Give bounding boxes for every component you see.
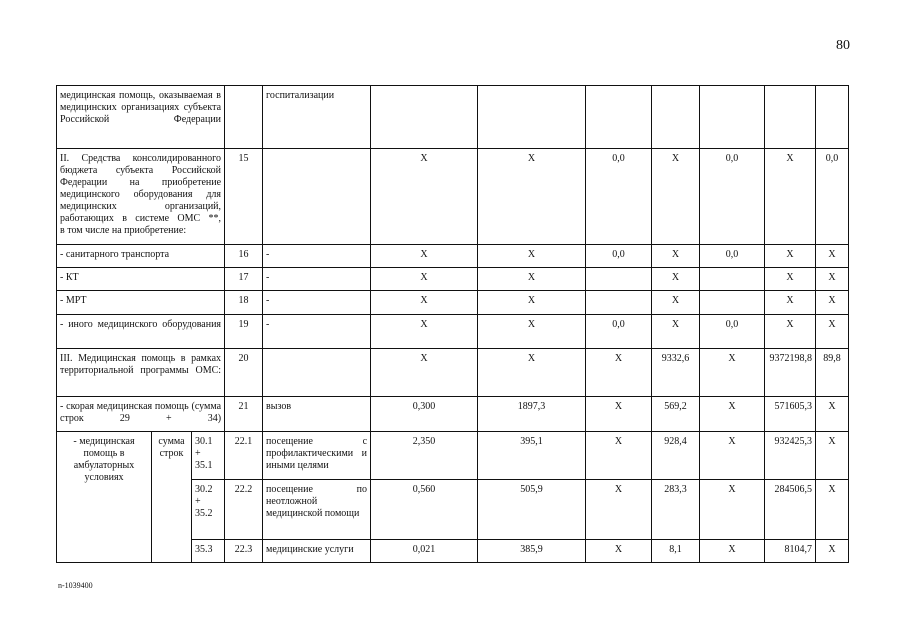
row-number: 21 bbox=[225, 397, 263, 432]
cell-volume: Х bbox=[371, 349, 478, 397]
cell-total-budget: Х bbox=[700, 480, 765, 540]
cell-total-budget bbox=[700, 291, 765, 315]
cell-total-budget: Х bbox=[700, 540, 765, 563]
cell-per-capita-budget: Х bbox=[586, 432, 652, 480]
cell-cost: 505,9 bbox=[478, 480, 586, 540]
row-name: - санитарного транспорта bbox=[57, 245, 225, 268]
row-name: медицинская помощь, оказываемая в медицинских организациях субъекта Российской Федерации bbox=[57, 86, 225, 149]
source-lines: 30.1 + 35.1 bbox=[192, 432, 225, 480]
cell-total-oms: Х bbox=[765, 149, 816, 245]
row-unit: - bbox=[263, 291, 371, 315]
cell-per-capita-budget: Х bbox=[586, 397, 652, 432]
table-row bbox=[57, 245, 849, 268]
row-number: 16 bbox=[225, 245, 263, 268]
table-row bbox=[57, 315, 849, 349]
cell-volume: 0,560 bbox=[371, 480, 478, 540]
cell-per-capita-oms: 928,4 bbox=[652, 432, 700, 480]
cell-cost: Х bbox=[478, 149, 586, 245]
cell-per-capita-oms: 8,1 bbox=[652, 540, 700, 563]
row-unit: вызов bbox=[263, 397, 371, 432]
cell-per-capita-oms: 9332,6 bbox=[652, 349, 700, 397]
cell-per-capita-budget: 0,0 bbox=[586, 149, 652, 245]
document-code: n-1039400 bbox=[58, 581, 93, 590]
row-unit: медицинские услуги bbox=[263, 540, 371, 563]
cell-cost: Х bbox=[478, 245, 586, 268]
cell-per-capita-oms: Х bbox=[652, 245, 700, 268]
cell-per-capita-oms: Х bbox=[652, 149, 700, 245]
cell-percent: Х bbox=[816, 291, 849, 315]
source-lines: 30.2 + 35.2 bbox=[192, 480, 225, 540]
cell-percent: Х bbox=[816, 540, 849, 563]
cell-percent: Х bbox=[816, 315, 849, 349]
cell-volume: 0,300 bbox=[371, 397, 478, 432]
row-unit bbox=[263, 349, 371, 397]
row-number: 17 bbox=[225, 268, 263, 291]
cell-total-oms: 932425,3 bbox=[765, 432, 816, 480]
cell-percent: 89,8 bbox=[816, 349, 849, 397]
cell-volume: Х bbox=[371, 245, 478, 268]
cell-per-capita-budget bbox=[586, 268, 652, 291]
cell-volume: 2,350 bbox=[371, 432, 478, 480]
cell-total-budget: 0,0 bbox=[700, 245, 765, 268]
outpatient-group-label: - медицинская помощь в амбулаторных условиях bbox=[57, 432, 152, 563]
row-name: III. Медицинская помощь в рамках территориальной программы ОМС: bbox=[57, 349, 225, 397]
cell-total-oms: 9372198,8 bbox=[765, 349, 816, 397]
cell-volume: Х bbox=[371, 149, 478, 245]
cell-cost: 385,9 bbox=[478, 540, 586, 563]
cell-per-capita-oms: 569,2 bbox=[652, 397, 700, 432]
sum-of-rows-label: сумма строк bbox=[152, 432, 192, 563]
row-number: 22.3 bbox=[225, 540, 263, 563]
table-row bbox=[57, 268, 849, 291]
cell-percent: Х bbox=[816, 397, 849, 432]
row-number bbox=[225, 86, 263, 149]
row-name: - скорая медицинская помощь (сумма строк 29 + 34) bbox=[57, 397, 225, 432]
cell-total-oms: Х bbox=[765, 268, 816, 291]
table-row bbox=[57, 397, 849, 432]
cell-total-oms: Х bbox=[765, 245, 816, 268]
cell-total-oms: 8104,7 bbox=[765, 540, 816, 563]
cell-percent: Х bbox=[816, 432, 849, 480]
row-unit: - bbox=[263, 245, 371, 268]
cell-per-capita-budget: 0,0 bbox=[586, 245, 652, 268]
cell-total-budget: Х bbox=[700, 349, 765, 397]
funding-table bbox=[56, 85, 849, 563]
cell-volume: Х bbox=[371, 291, 478, 315]
cell-per-capita-budget: 0,0 bbox=[586, 315, 652, 349]
row-number: 22.2 bbox=[225, 480, 263, 540]
cell-total-oms: Х bbox=[765, 291, 816, 315]
cell-per-capita-budget: Х bbox=[586, 349, 652, 397]
cell-cost: Х bbox=[478, 315, 586, 349]
cell-per-capita-oms: Х bbox=[652, 315, 700, 349]
cell-total-oms: 571605,3 bbox=[765, 397, 816, 432]
row-unit: посещение с профилактическими и иными целями bbox=[263, 432, 371, 480]
cell-percent: Х bbox=[816, 245, 849, 268]
cell-per-capita-oms: 283,3 bbox=[652, 480, 700, 540]
table-row bbox=[57, 432, 849, 480]
cell-volume: 0,021 bbox=[371, 540, 478, 563]
table-row bbox=[57, 349, 849, 397]
row-name: - МРТ bbox=[57, 291, 225, 315]
row-unit: посещение по неотложной медицинской помощи bbox=[263, 480, 371, 540]
cell-total-budget bbox=[700, 268, 765, 291]
row-name: - иного медицинского оборудования bbox=[57, 315, 225, 349]
table-row bbox=[57, 291, 849, 315]
cell-percent: 0,0 bbox=[816, 149, 849, 245]
page-number: 80 bbox=[836, 38, 850, 53]
row-number: 20 bbox=[225, 349, 263, 397]
cell-cost: Х bbox=[478, 291, 586, 315]
row-name-continuation: в том числе на приобретение: bbox=[60, 225, 187, 236]
cell-total-budget: Х bbox=[700, 432, 765, 480]
row-unit: - bbox=[263, 315, 371, 349]
row-unit: - bbox=[263, 268, 371, 291]
row-name: - КТ bbox=[57, 268, 225, 291]
cell-volume: Х bbox=[371, 315, 478, 349]
cell-total-budget: 0,0 bbox=[700, 315, 765, 349]
cell-per-capita-budget: Х bbox=[586, 540, 652, 563]
row-number: 22.1 bbox=[225, 432, 263, 480]
cell-total-oms: 284506,5 bbox=[765, 480, 816, 540]
row-number: 15 bbox=[225, 149, 263, 245]
row-name-main: II. Средства консолидированного бюджета субъекта Российской Федерации на приобретение медицинского оборудования для медицинских организаций, работающих в системе ОМС **, bbox=[60, 153, 222, 224]
cell-cost: 1897,3 bbox=[478, 397, 586, 432]
cell-cost: Х bbox=[478, 349, 586, 397]
row-number: 19 bbox=[225, 315, 263, 349]
cell-per-capita-oms: Х bbox=[652, 291, 700, 315]
cell-per-capita-oms: Х bbox=[652, 268, 700, 291]
cell-cost: Х bbox=[478, 268, 586, 291]
table-row bbox=[57, 86, 849, 149]
cell-total-budget: Х bbox=[700, 397, 765, 432]
table-row bbox=[57, 149, 849, 245]
cell-total-oms: Х bbox=[765, 315, 816, 349]
cell-per-capita-budget: Х bbox=[586, 480, 652, 540]
cell-cost: 395,1 bbox=[478, 432, 586, 480]
row-unit bbox=[263, 149, 371, 245]
cell-volume: Х bbox=[371, 268, 478, 291]
cell-total-budget: 0,0 bbox=[700, 149, 765, 245]
row-name bbox=[57, 149, 225, 245]
cell-percent: Х bbox=[816, 480, 849, 540]
row-number: 18 bbox=[225, 291, 263, 315]
row-unit: госпитализации bbox=[263, 86, 371, 149]
source-lines: 35.3 bbox=[192, 540, 225, 563]
cell-per-capita-budget bbox=[586, 291, 652, 315]
cell-percent: Х bbox=[816, 268, 849, 291]
